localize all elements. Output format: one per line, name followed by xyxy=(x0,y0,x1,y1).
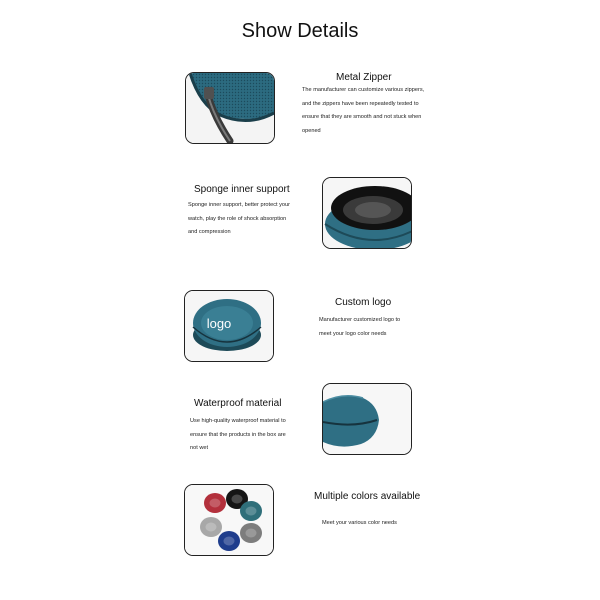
description-line: Manufacturer customized logo to xyxy=(319,317,401,323)
description-line: ensure that they are smooth and not stuck when xyxy=(302,114,422,120)
feature-description-custom-logo xyxy=(319,314,400,341)
description-line: and compression xyxy=(188,229,231,235)
feature-title-sponge-inner-support: Sponge inner support xyxy=(194,184,290,195)
sponge-inner-support-photo xyxy=(322,177,412,249)
multiple-colors-photo xyxy=(184,484,274,556)
custom-logo-photo xyxy=(184,290,274,362)
metal-zipper-photo xyxy=(185,72,275,144)
description-line: The manufacturer can customize various zippers, xyxy=(302,87,425,93)
color-case-highlight xyxy=(206,523,217,532)
feature-title-multiple-colors: Multiple colors available xyxy=(314,491,421,502)
description-line: not wet xyxy=(190,445,209,451)
description-line: watch, play the role of shock absorption xyxy=(188,215,287,222)
color-case-highlight xyxy=(224,537,235,546)
color-case-highlight xyxy=(246,529,257,538)
page-title: Show Details xyxy=(241,20,359,42)
feature-description-metal-zipper xyxy=(302,84,424,138)
feature-title-waterproof-material: Waterproof material xyxy=(194,398,282,409)
description-line: Sponge inner support, better protect your xyxy=(188,202,290,208)
color-case-highlight xyxy=(232,495,243,504)
feature-title-metal-zipper: Metal Zipper xyxy=(336,72,392,83)
description-line: and the zippers have been repeatedly tested to xyxy=(302,100,419,107)
color-case-highlight xyxy=(210,499,221,508)
description-line: Meet your various color needs xyxy=(322,520,397,526)
feature-title-custom-logo: Custom logo xyxy=(335,297,392,308)
feature-description-waterproof-material xyxy=(190,415,286,456)
feature-description-multiple-colors xyxy=(322,517,397,531)
feature-description-sponge-inner-support xyxy=(188,199,290,240)
color-case-highlight xyxy=(246,507,257,516)
logo-text: logo xyxy=(206,316,232,331)
description-line: ensure that the products in the box are xyxy=(190,431,286,438)
description-line: meet your logo color needs xyxy=(319,330,387,337)
waterproof-material-photo xyxy=(322,383,412,455)
description-line: Use high-quality waterproof material to xyxy=(190,418,286,424)
description-line: opened xyxy=(302,127,321,134)
